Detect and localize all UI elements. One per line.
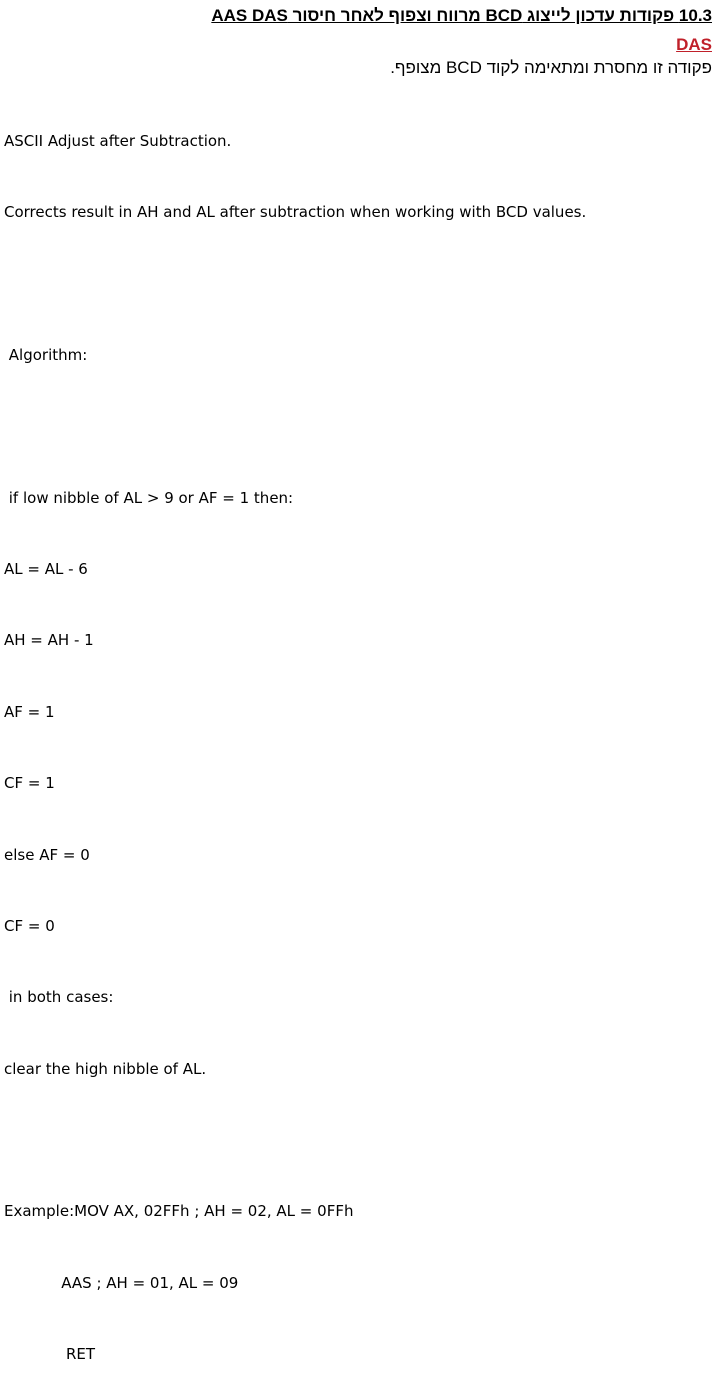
slide-title: 10.3 פקודות עדכון לייצוג BCD מרווח וצפוף לאחר חיסור AAS DAS bbox=[211, 6, 712, 25]
body-line: AF = 1 bbox=[4, 702, 55, 721]
body-line: else AF = 0 bbox=[4, 845, 90, 864]
body-line: CF = 0 bbox=[4, 916, 55, 935]
body-line: in both cases: bbox=[4, 988, 114, 1007]
body-line: ASCII Adjust after Subtraction. bbox=[4, 131, 232, 150]
body-line bbox=[4, 415, 586, 439]
body-line bbox=[4, 1129, 586, 1153]
body-line: AH = AH - 1 bbox=[4, 631, 94, 650]
body-line: CF = 1 bbox=[4, 774, 55, 793]
hebrew-description: פקודה זו מחסרת ומתאימה לקוד BCD מצופף. bbox=[390, 58, 712, 77]
instruction-name: DAS bbox=[676, 35, 712, 54]
body-line: RET bbox=[4, 1345, 96, 1364]
body-line: if low nibble of AL > 9 or AF = 1 then: bbox=[4, 488, 294, 507]
body-line bbox=[4, 272, 586, 296]
body-line: Example:MOV AX, 02FFh ; AH = 02, AL = 0FFh bbox=[4, 1202, 354, 1221]
body-line: Algorithm: bbox=[4, 345, 88, 364]
body-line: AL = AL - 6 bbox=[4, 559, 88, 578]
body-line: AAS ; AH = 01, AL = 09 bbox=[4, 1273, 239, 1292]
body-line: Corrects result in AH and AL after subtraction when working with BCD values. bbox=[4, 202, 587, 221]
body-text bbox=[4, 82, 586, 1391]
body-line: clear the high nibble of AL. bbox=[4, 1059, 207, 1078]
